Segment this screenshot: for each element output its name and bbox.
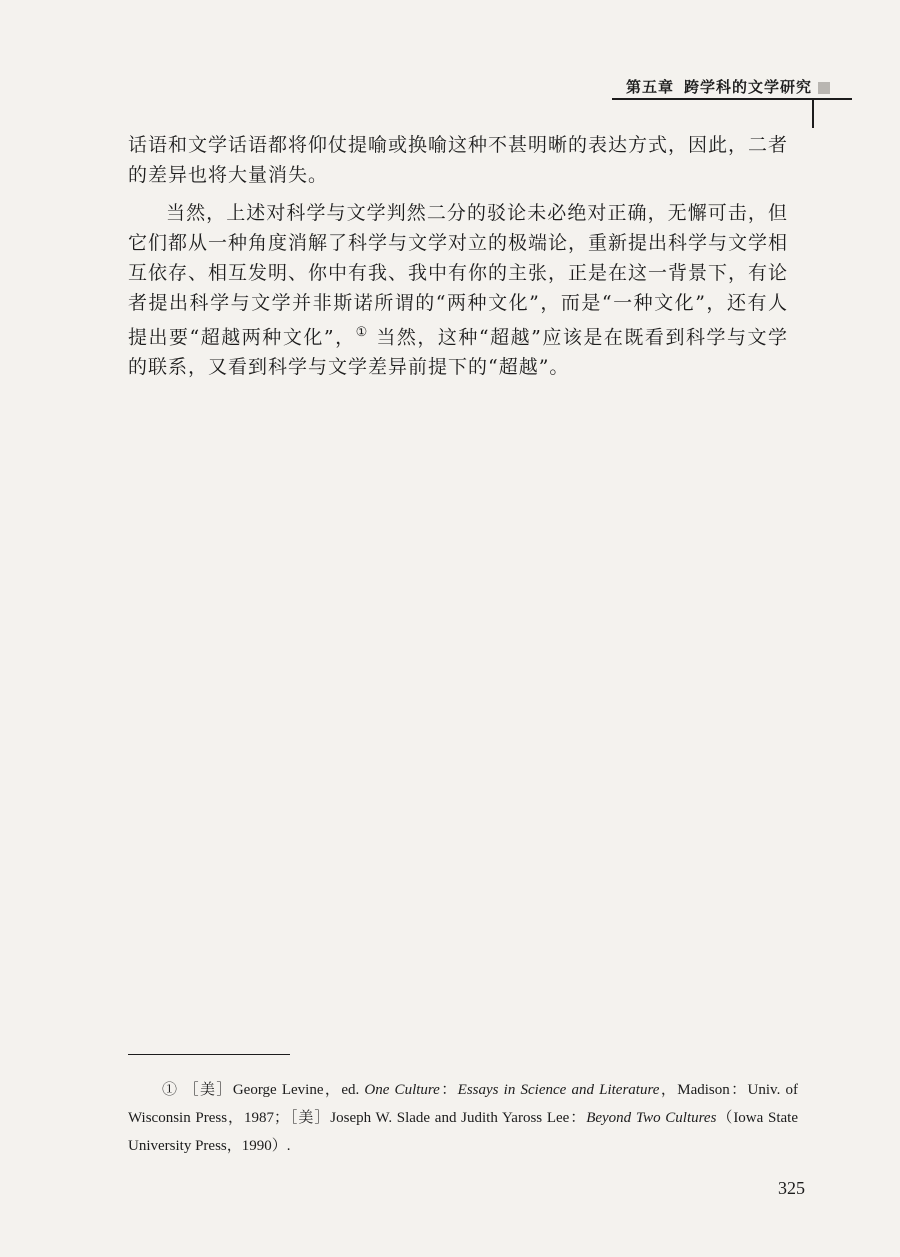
footnote-title-1: One Culture bbox=[364, 1082, 440, 1098]
header-vertical-rule bbox=[812, 98, 814, 128]
footnote bbox=[128, 1076, 798, 1160]
paragraph-2-part-2: 当然，这种“超越”应该是在既看到科学与文学的联系，又看到科学与文学差异前提下的“超越”。 bbox=[128, 326, 789, 379]
main-text bbox=[128, 130, 788, 390]
footnote-reference-marker: ① bbox=[355, 325, 369, 340]
footnote-publisher-2: （Iowa State University Press，1990）. bbox=[128, 1110, 798, 1154]
footnote-colon-1: ： bbox=[439, 1082, 458, 1098]
header-rule bbox=[612, 98, 852, 100]
paragraph-1: 话语和文学话语都将仰仗提喻或换喻这种不甚明晰的表达方式，因此，二者的差异也将大量消失。 bbox=[128, 134, 789, 186]
paragraph-2-part-1: 当然，上述对科学与文学判然二分的驳论未必绝对正确，无懈可击，但它们都从一种角度消解了科学与文学对立的极端论，重新提出科学与文学相互依存、相互发明、你中有我、我中有你的主张，正是在这一背景下，有论者提出科学与文学并非斯诺所谓的“两种文化”，而是“一种文化”，还有人提出要“超越两种文化”， bbox=[128, 202, 789, 349]
running-header bbox=[612, 74, 852, 98]
footnote-text bbox=[128, 1076, 798, 1160]
footnote-publisher-1: ，Madison：Univ. of Wisconsin Press，1987；［美］Joseph W. Slade and Judith Yaross Lee： bbox=[128, 1082, 798, 1126]
footnote-subtitle-1: Essays in Science and Literature bbox=[457, 1082, 660, 1098]
header-chapter: 第五章 bbox=[626, 78, 675, 96]
footnote-separator bbox=[128, 1054, 290, 1055]
header-decoration-block bbox=[818, 82, 830, 94]
header-text bbox=[626, 76, 830, 97]
footnote-prefix-1: ［美］George Levine，ed. bbox=[183, 1082, 365, 1098]
header-title: 跨学科的文学研究 bbox=[684, 78, 813, 96]
page-number: 325 bbox=[778, 1178, 805, 1198]
paragraph-2 bbox=[128, 198, 788, 382]
footnote-title-2: Beyond Two Cultures bbox=[586, 1110, 717, 1126]
footnote-marker: ① bbox=[162, 1082, 179, 1098]
